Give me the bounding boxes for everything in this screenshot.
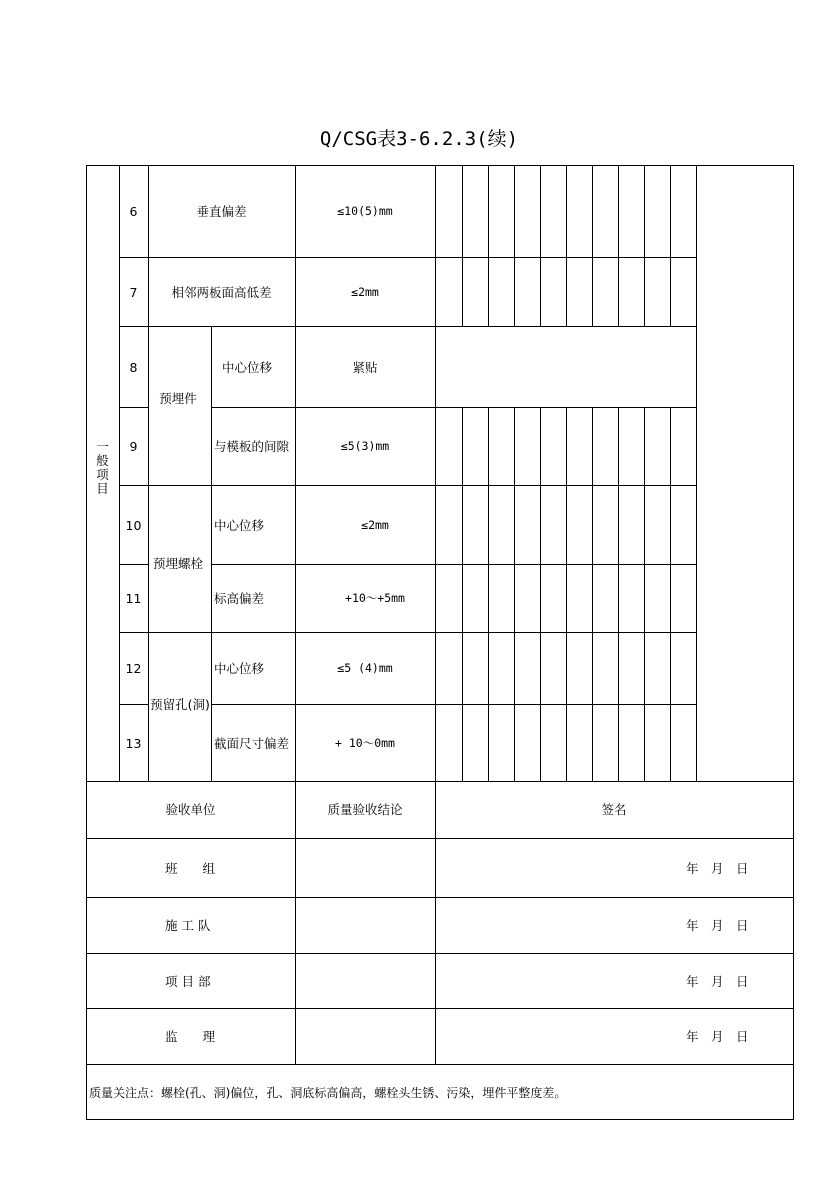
header-unit: 验收单位 xyxy=(165,802,216,817)
row-number: 10 xyxy=(125,518,142,533)
sub-item: 截面尺寸偏差 xyxy=(214,736,290,751)
standard-value: ≤10(5)mm xyxy=(337,204,393,218)
sub-item: 中心位移 xyxy=(214,661,265,676)
item-name: 垂直偏差 xyxy=(196,204,247,219)
standard-value: ≤2mm xyxy=(361,518,389,532)
standard-value: 紧贴 xyxy=(352,360,378,375)
standard-value: + 10～0mm xyxy=(335,736,395,750)
signoff-unit: 班 组 xyxy=(165,861,216,876)
page-title: Q/CSG表3-6.2.3(续) xyxy=(319,128,519,150)
standard-value: ≤5(3)mm xyxy=(340,439,390,453)
header-signature: 签名 xyxy=(601,802,627,817)
sub-item: 标高偏差 xyxy=(214,591,265,606)
quality-focus-note: 质量关注点：螺栓(孔、洞)偏位，孔、洞底标高偏高，螺栓头生锈、污染，埋件平整度差。 xyxy=(89,1086,567,1100)
group-label-general: 一般项目 xyxy=(96,439,109,496)
row-number: 8 xyxy=(129,360,138,375)
row-number: 13 xyxy=(125,736,142,751)
signoff-unit: 施 工 队 xyxy=(165,918,211,933)
signoff-unit: 监 理 xyxy=(165,1029,216,1044)
row-number: 6 xyxy=(129,204,138,219)
signoff-date: 年 月 日 xyxy=(686,974,749,989)
standard-value: +10～+5mm xyxy=(345,591,405,605)
item-name: 相邻两板面高低差 xyxy=(171,285,272,300)
signoff-unit: 项 目 部 xyxy=(165,974,211,989)
standard-value: ≤5 (4)mm xyxy=(337,661,393,675)
group-embedded-parts: 预埋件 xyxy=(159,391,197,406)
row-number: 11 xyxy=(125,591,142,606)
row-number: 9 xyxy=(129,439,138,454)
sub-item: 中心位移 xyxy=(214,518,265,533)
standard-value: ≤2mm xyxy=(351,285,379,299)
header-conclusion: 质量验收结论 xyxy=(327,802,403,817)
row-number: 7 xyxy=(129,285,138,300)
sub-item: 与模板的间隙 xyxy=(214,439,290,454)
signoff-date: 年 月 日 xyxy=(686,1029,749,1044)
group-embedded-bolts: 预埋螺栓 xyxy=(152,556,203,571)
row-number: 12 xyxy=(125,661,142,676)
group-reserved-holes: 预留孔(洞) xyxy=(150,697,210,712)
signoff-date: 年 月 日 xyxy=(686,861,749,876)
sub-item: 中心位移 xyxy=(222,360,273,375)
signoff-date: 年 月 日 xyxy=(686,918,749,933)
